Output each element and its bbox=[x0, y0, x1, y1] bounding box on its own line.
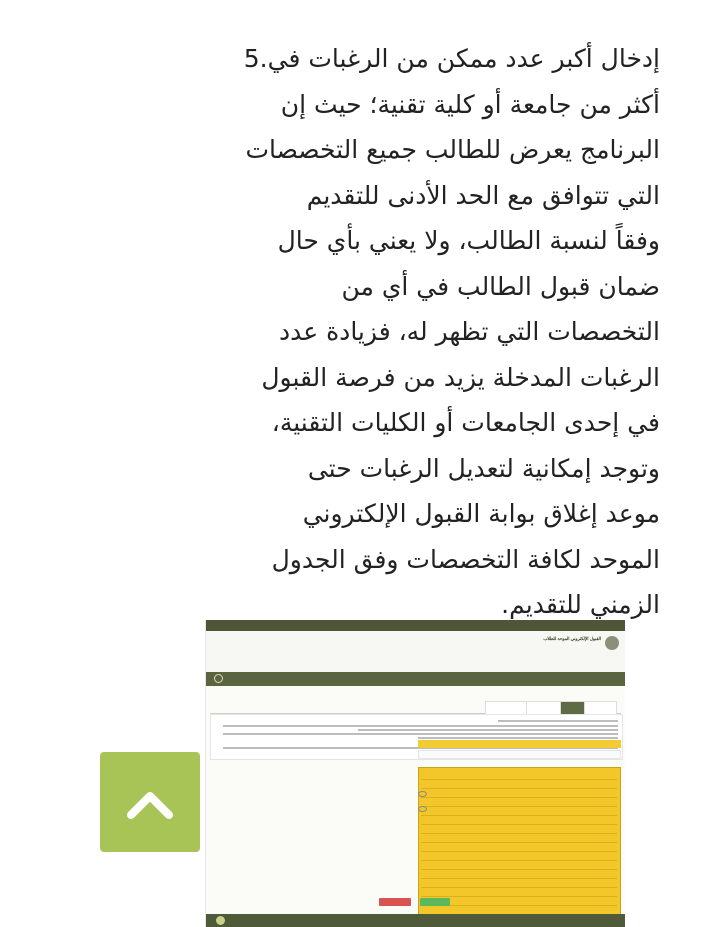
wish-row bbox=[421, 871, 617, 879]
wish-row bbox=[421, 835, 617, 843]
portal-footer bbox=[206, 914, 625, 927]
wish-row bbox=[421, 817, 617, 825]
portal-tab bbox=[521, 701, 561, 714]
back-to-top-button[interactable] bbox=[100, 752, 200, 852]
wish-side-icon bbox=[418, 806, 427, 812]
article-line: وتوجد إمكانية لتعديل الرغبات حتى bbox=[307, 453, 660, 483]
step-number: 5. bbox=[243, 44, 268, 73]
article-line: الموحد لكافة التخصصات وفق الجدول bbox=[271, 544, 660, 574]
chevron-up-icon bbox=[125, 779, 175, 825]
article-line: ضمان قبول الطالب في أي من bbox=[341, 271, 660, 301]
wish-row bbox=[421, 880, 617, 888]
article-line: البرنامج يعرض للطالب جميع التخصصات bbox=[245, 135, 660, 164]
wish-row bbox=[421, 799, 617, 807]
article-line bbox=[160, 36, 660, 82]
embedded-portal-screenshot bbox=[205, 620, 625, 927]
step-text: إدخال أكبر عدد ممكن من الرغبات في bbox=[267, 44, 660, 73]
article-line: في إحدى الجامعات أو الكليات التقنية، bbox=[271, 408, 660, 437]
portal-nav-icon bbox=[214, 674, 223, 683]
article-line: أكثر من جامعة أو كلية تقنية؛ حيث إن bbox=[280, 89, 660, 119]
article-body bbox=[160, 36, 660, 628]
article-line: موعد إغلاق بوابة القبول الإلكتروني bbox=[302, 499, 660, 528]
article-line: وفقاً لنسبة الطالب، ولا يعني بأي حال bbox=[277, 226, 660, 255]
wish-row bbox=[421, 772, 617, 780]
wish-side-icon bbox=[418, 791, 427, 797]
wish-row bbox=[421, 889, 617, 897]
wish-row bbox=[421, 826, 617, 834]
wish-row bbox=[421, 808, 617, 816]
article-line: التخصصات التي تظهر له، فزيادة عدد bbox=[278, 317, 660, 346]
portal-tab bbox=[485, 701, 527, 714]
portal-tabs bbox=[210, 699, 621, 714]
wish-row bbox=[421, 844, 617, 852]
portal-cancel-button bbox=[379, 898, 411, 906]
article-line: التي تتوافق مع الحد الأدنى للتقديم bbox=[306, 180, 660, 210]
portal-brand-title: القبول الإلكتروني الموحد للطلاب bbox=[543, 636, 601, 641]
wish-row bbox=[421, 853, 617, 861]
article-line: الزمني للتقديم. bbox=[501, 590, 660, 619]
wish-row bbox=[421, 862, 617, 870]
portal-logo bbox=[605, 636, 619, 650]
article-line: الرغبات المدخلة يزيد من فرصة القبول bbox=[261, 362, 660, 392]
portal-yellow-label bbox=[418, 740, 621, 748]
portal-save-button bbox=[420, 898, 450, 906]
portal-footer-icon bbox=[216, 916, 225, 925]
portal-nav-bar bbox=[206, 672, 625, 686]
portal-section-title bbox=[418, 750, 621, 759]
wish-row bbox=[421, 781, 617, 789]
wish-row bbox=[421, 898, 617, 906]
portal-top-strip bbox=[206, 620, 625, 631]
wish-row bbox=[421, 790, 617, 798]
